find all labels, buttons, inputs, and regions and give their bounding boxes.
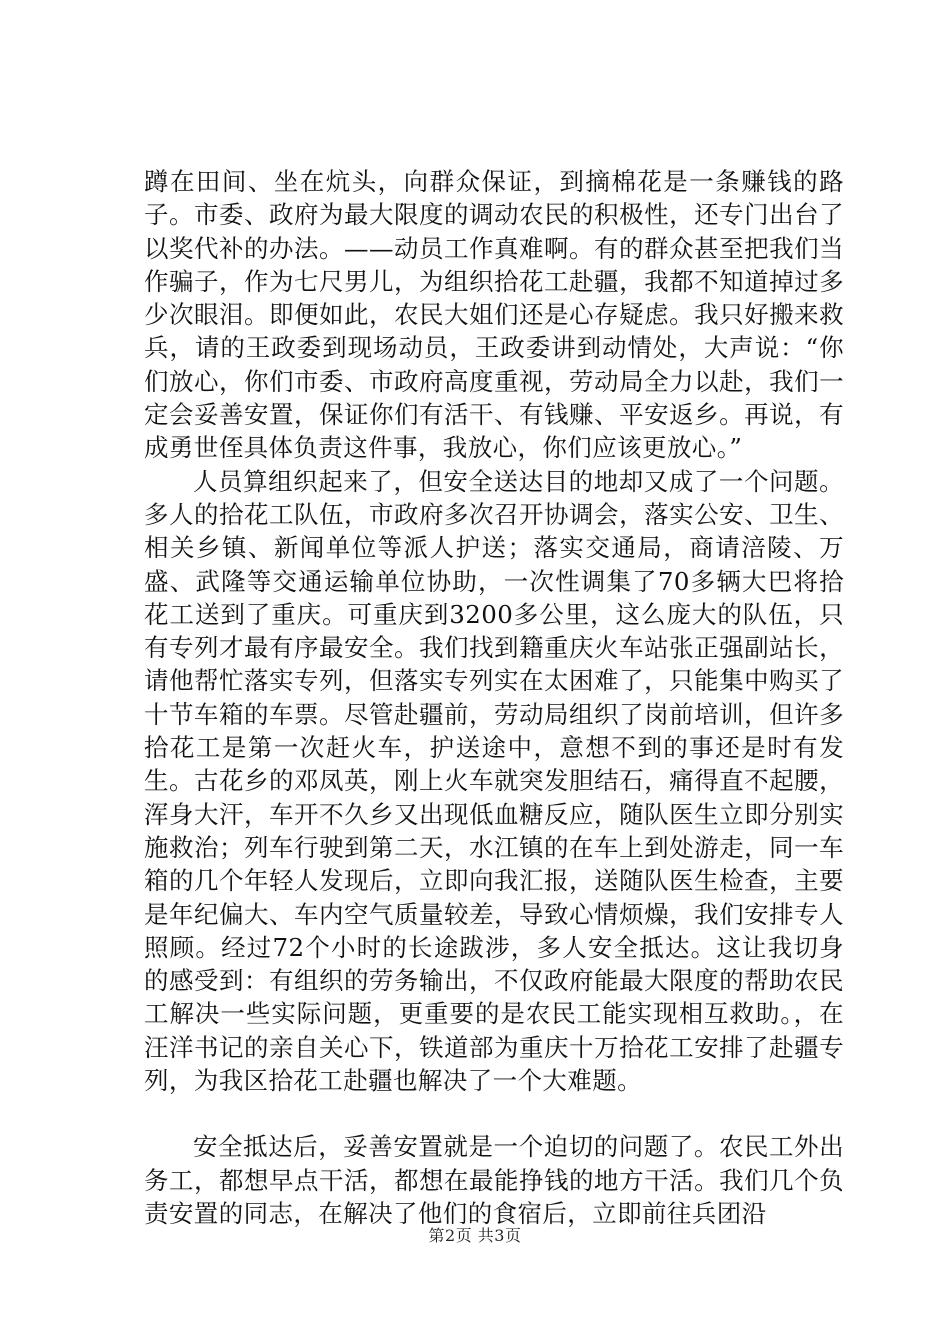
- paragraph-3: 安全抵达后，妥善安置就是一个迫切的问题了。农民工外出务工，都想早点干活，都想在最能挣钱的地方干活。我们几个负责安置的同志，在解决了他们的食宿后，立即前往兵团沿: [144, 1132, 844, 1228]
- paragraph-1: 蹲在田间、坐在炕头，向群众保证，到摘棉花是一条赚钱的路子。市委、政府为最大限度的调动农民的积极性，还专门出台了以奖代补的办法。——动员工作真难啊。有的群众甚至把我们当作骗子，作为七尺男儿，为组织拾花工赴疆，我都不知道掉过多少次眼泪。即便如此，农民大姐们还是心存疑虑。我只好搬来救兵，请的王政委到现场动员，王政委讲到动情处，大声说：“你们放心，你们市委、市政府高度重视，劳动局全力以赴，我们一定会妥善安置，保证你们有活干、有钱赚、平安返乡。再说，有成勇世侄具体负责这件事，我放心，你们应该更放心。”: [144, 167, 844, 463]
- document-body: [144, 165, 844, 1230]
- page-footer: 第2页 共3页: [428, 1226, 522, 1245]
- paragraph-2: 人员算组织起来了，但安全送达目的地却又成了一个问题。多人的拾花工队伍，市政府多次召开协调会，落实公安、卫生、相关乡镇、新闻单位等派人护送；落实交通局，商请涪陵、万盛、武隆等交通运输单位协助，一次性调集了70多辆大巴将拾花工送到了重庆。可重庆到3200多公里，这么庞大的队伍，只有专列才最有序最安全。我们找到籍重庆火车站张正强副站长，请他帮忙落实专列，但落实专列实在太困难了，只能集中购买了十节车箱的车票。尽管赴疆前，劳动局组织了岗前培训，但许多拾花工是第一次赶火车，护送途中，意想不到的事还是时有发生。古花乡的邓凤英，刚上火车就突发胆结石，痛得直不起腰，浑身大汗，车开不久乡又出现低血糖反应，随队医生立即分别实施救治；列车行驶到第二天，水江镇的在车上到处游走，同一车箱的几个年轻人发现后，立即向我汇报，送随队医生检查，主要是年纪偏大、车内空气质量较差，导致心情烦燥，我们安排专人照顾。经过72个小时的长途跋涉，多人安全抵达。这让我切身的感受到：有组织的劳务输出，不仅政府能最大限度的帮助农民工解决一些实际问题，更重要的是农民工能实现相互救助。，在汪洋书记的亲自关心下，铁道部为重庆十万拾花工安排了赴疆专列，为我区拾花工赴疆也解决了一个大难题。: [144, 466, 844, 1096]
